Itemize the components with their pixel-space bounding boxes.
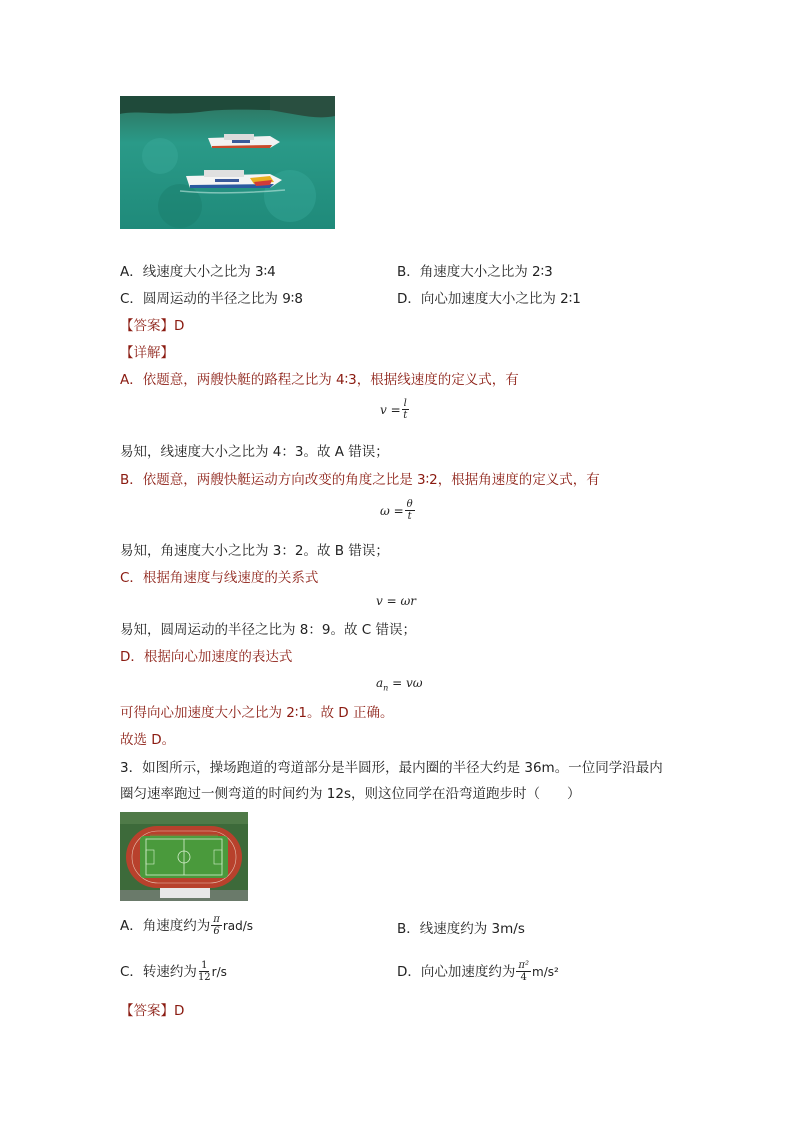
- q3-option-c-num: 1: [201, 960, 208, 971]
- eq-a-fraction: [402, 398, 409, 421]
- q3-option-c[interactable]: [120, 960, 227, 983]
- q3-option-c-den: 12: [197, 972, 211, 983]
- question-3-stem-line1: 3．如图所示，操场跑道的弯道部分是半圆形，最内圈的半径大约是 36m。一位同学沿最内: [120, 760, 663, 776]
- eq-d-right: = vω: [388, 676, 423, 690]
- q3-option-a-prefix: A．角速度约为: [120, 917, 211, 934]
- eq-d-sub: n: [383, 683, 389, 693]
- q3-option-c-fraction: [198, 960, 211, 983]
- q3-option-d-num: π²: [518, 960, 529, 971]
- q3-option-d-den: 4: [520, 972, 527, 983]
- equation-v-omega-r: v = ωr: [376, 594, 416, 608]
- detail-b-text: B．依题意，两艘快艇运动方向改变的角度之比是 3∶2，根据角速度的定义式，有: [120, 472, 600, 488]
- detail-b-result: 易知，角速度大小之比为 3：2。故 B 错误；: [120, 543, 389, 559]
- eq-a-num: l: [403, 398, 407, 409]
- q3-option-a-num: π: [213, 914, 220, 925]
- question-3-stem-line2: 圈匀速率跑过一侧弯道的时间约为 12s，则这位同学在沿弯道跑步时（ ）: [120, 786, 581, 802]
- option-a[interactable]: A．线速度大小之比为 3∶4: [120, 264, 276, 280]
- option-b[interactable]: B．角速度大小之比为 2∶3: [397, 264, 553, 280]
- detail-d-text: D．根据向心加速度的表达式: [120, 649, 293, 665]
- q3-option-a-fraction: [211, 914, 222, 937]
- equation-angular-velocity: [380, 499, 416, 522]
- q3-option-a-den: 6: [213, 926, 220, 937]
- q3-option-a-unit: rad/s: [222, 918, 254, 933]
- q3-option-c-unit: r/s: [211, 964, 227, 979]
- option-c[interactable]: C．圆周运动的半径之比为 9∶8: [120, 291, 303, 307]
- eq-a-den: t: [403, 410, 408, 421]
- answer-label: 【答案】D: [120, 318, 185, 334]
- eq-b-num: θ: [406, 499, 413, 510]
- q3-option-a[interactable]: [120, 914, 253, 937]
- detail-label: 【详解】: [120, 345, 174, 361]
- q3-option-b[interactable]: B．线速度约为 3m/s: [397, 921, 525, 937]
- detail-d-result: 可得向心加速度大小之比为 2∶1。故 D 正确。: [120, 705, 394, 721]
- q3-option-d-unit: m/s²: [532, 964, 559, 979]
- stadium-photo: [120, 812, 248, 901]
- q3-option-c-prefix: C．转速约为: [120, 963, 197, 980]
- speedboats-photo: [120, 96, 335, 229]
- detail-a-result: 易知，线速度大小之比为 4：3。故 A 错误；: [120, 444, 389, 460]
- conclusion: 故选 D。: [120, 732, 176, 748]
- option-d[interactable]: D．向心加速度大小之比为 2∶1: [397, 291, 581, 307]
- eq-b-den: t: [407, 511, 412, 522]
- detail-c-result: 易知，圆周运动的半径之比为 8：9。故 C 错误；: [120, 622, 416, 638]
- q3-answer-label: 【答案】D: [120, 1003, 185, 1019]
- eq-b-fraction: [405, 499, 415, 522]
- equation-linear-velocity: [380, 398, 410, 421]
- eq-a-left: v =: [380, 402, 401, 417]
- equation-centripetal: [376, 676, 423, 692]
- detail-c-text: C．根据角速度与线速度的关系式: [120, 570, 319, 586]
- q3-option-d-prefix: D．向心加速度约为: [397, 963, 516, 980]
- q3-option-d[interactable]: [397, 960, 559, 983]
- detail-a-text: A．依题意，两艘快艇的路程之比为 4∶3，根据线速度的定义式，有: [120, 372, 519, 388]
- eq-b-left: ω =: [380, 503, 404, 518]
- eq-d-a: a: [376, 676, 384, 690]
- q3-option-d-fraction: [516, 960, 531, 983]
